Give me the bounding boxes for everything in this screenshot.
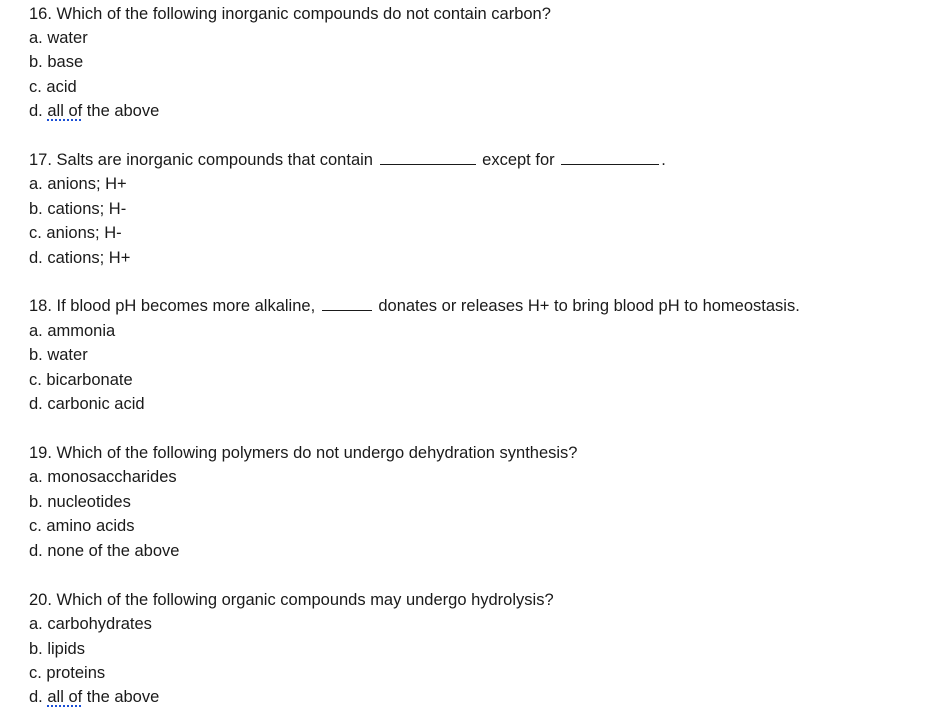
stem-text: 18. If blood pH becomes more alkaline, (29, 297, 316, 315)
answer-blank (380, 150, 476, 165)
option-prefix: d. (29, 688, 48, 706)
question-16-option-d (29, 100, 159, 122)
question-19-stem: 19. Which of the following polymers do not undergo dehydration synthesis? (29, 444, 578, 462)
question-16-option-a: a. water (29, 29, 88, 47)
question-19-option-d: d. none of the above (29, 542, 180, 560)
question-19-option-c: c. amino acids (29, 517, 135, 535)
question-20-option-c: c. proteins (29, 664, 106, 682)
question-20-stem: 20. Which of the following organic compounds may undergo hydrolysis? (29, 591, 554, 609)
spellcheck-marked-text[interactable]: all of (47, 688, 83, 706)
question-16-option-c: c. acid (29, 78, 77, 96)
question-18-option-a: a. ammonia (29, 322, 116, 340)
spellcheck-marked-text[interactable]: all of (47, 102, 83, 120)
answer-blank (322, 296, 372, 311)
question-16-stem: 16. Which of the following inorganic compounds do not contain carbon? (29, 5, 551, 23)
question-20-option-a: a. carbohydrates (29, 615, 152, 633)
question-20-option-b: b. lipids (29, 640, 85, 658)
question-17-stem (29, 149, 666, 171)
answer-blank (561, 150, 659, 165)
stem-text: . (661, 151, 666, 169)
question-19-option-b: b. nucleotides (29, 493, 131, 511)
stem-text: donates or releases H+ to bring blood pH to homeostasis. (378, 297, 800, 315)
question-17-option-b: b. cations; H- (29, 200, 127, 218)
option-suffix: the above (82, 688, 160, 706)
question-16-option-b: b. base (29, 53, 84, 71)
question-17-option-c: c. anions; H- (29, 224, 122, 242)
question-19-option-a: a. monosaccharides (29, 468, 177, 486)
question-18-stem (29, 295, 800, 317)
stem-text: 17. Salts are inorganic compounds that contain (29, 151, 373, 169)
question-18-option-b: b. water (29, 346, 88, 364)
question-18-option-c: c. bicarbonate (29, 371, 133, 389)
question-17-option-a: a. anions; H+ (29, 175, 127, 193)
question-20-option-d (29, 686, 159, 708)
option-suffix: the above (82, 102, 160, 120)
question-17-option-d: d. cations; H+ (29, 249, 131, 267)
question-18-option-d: d. carbonic acid (29, 395, 145, 413)
stem-text: except for (482, 151, 555, 169)
option-prefix: d. (29, 102, 48, 120)
